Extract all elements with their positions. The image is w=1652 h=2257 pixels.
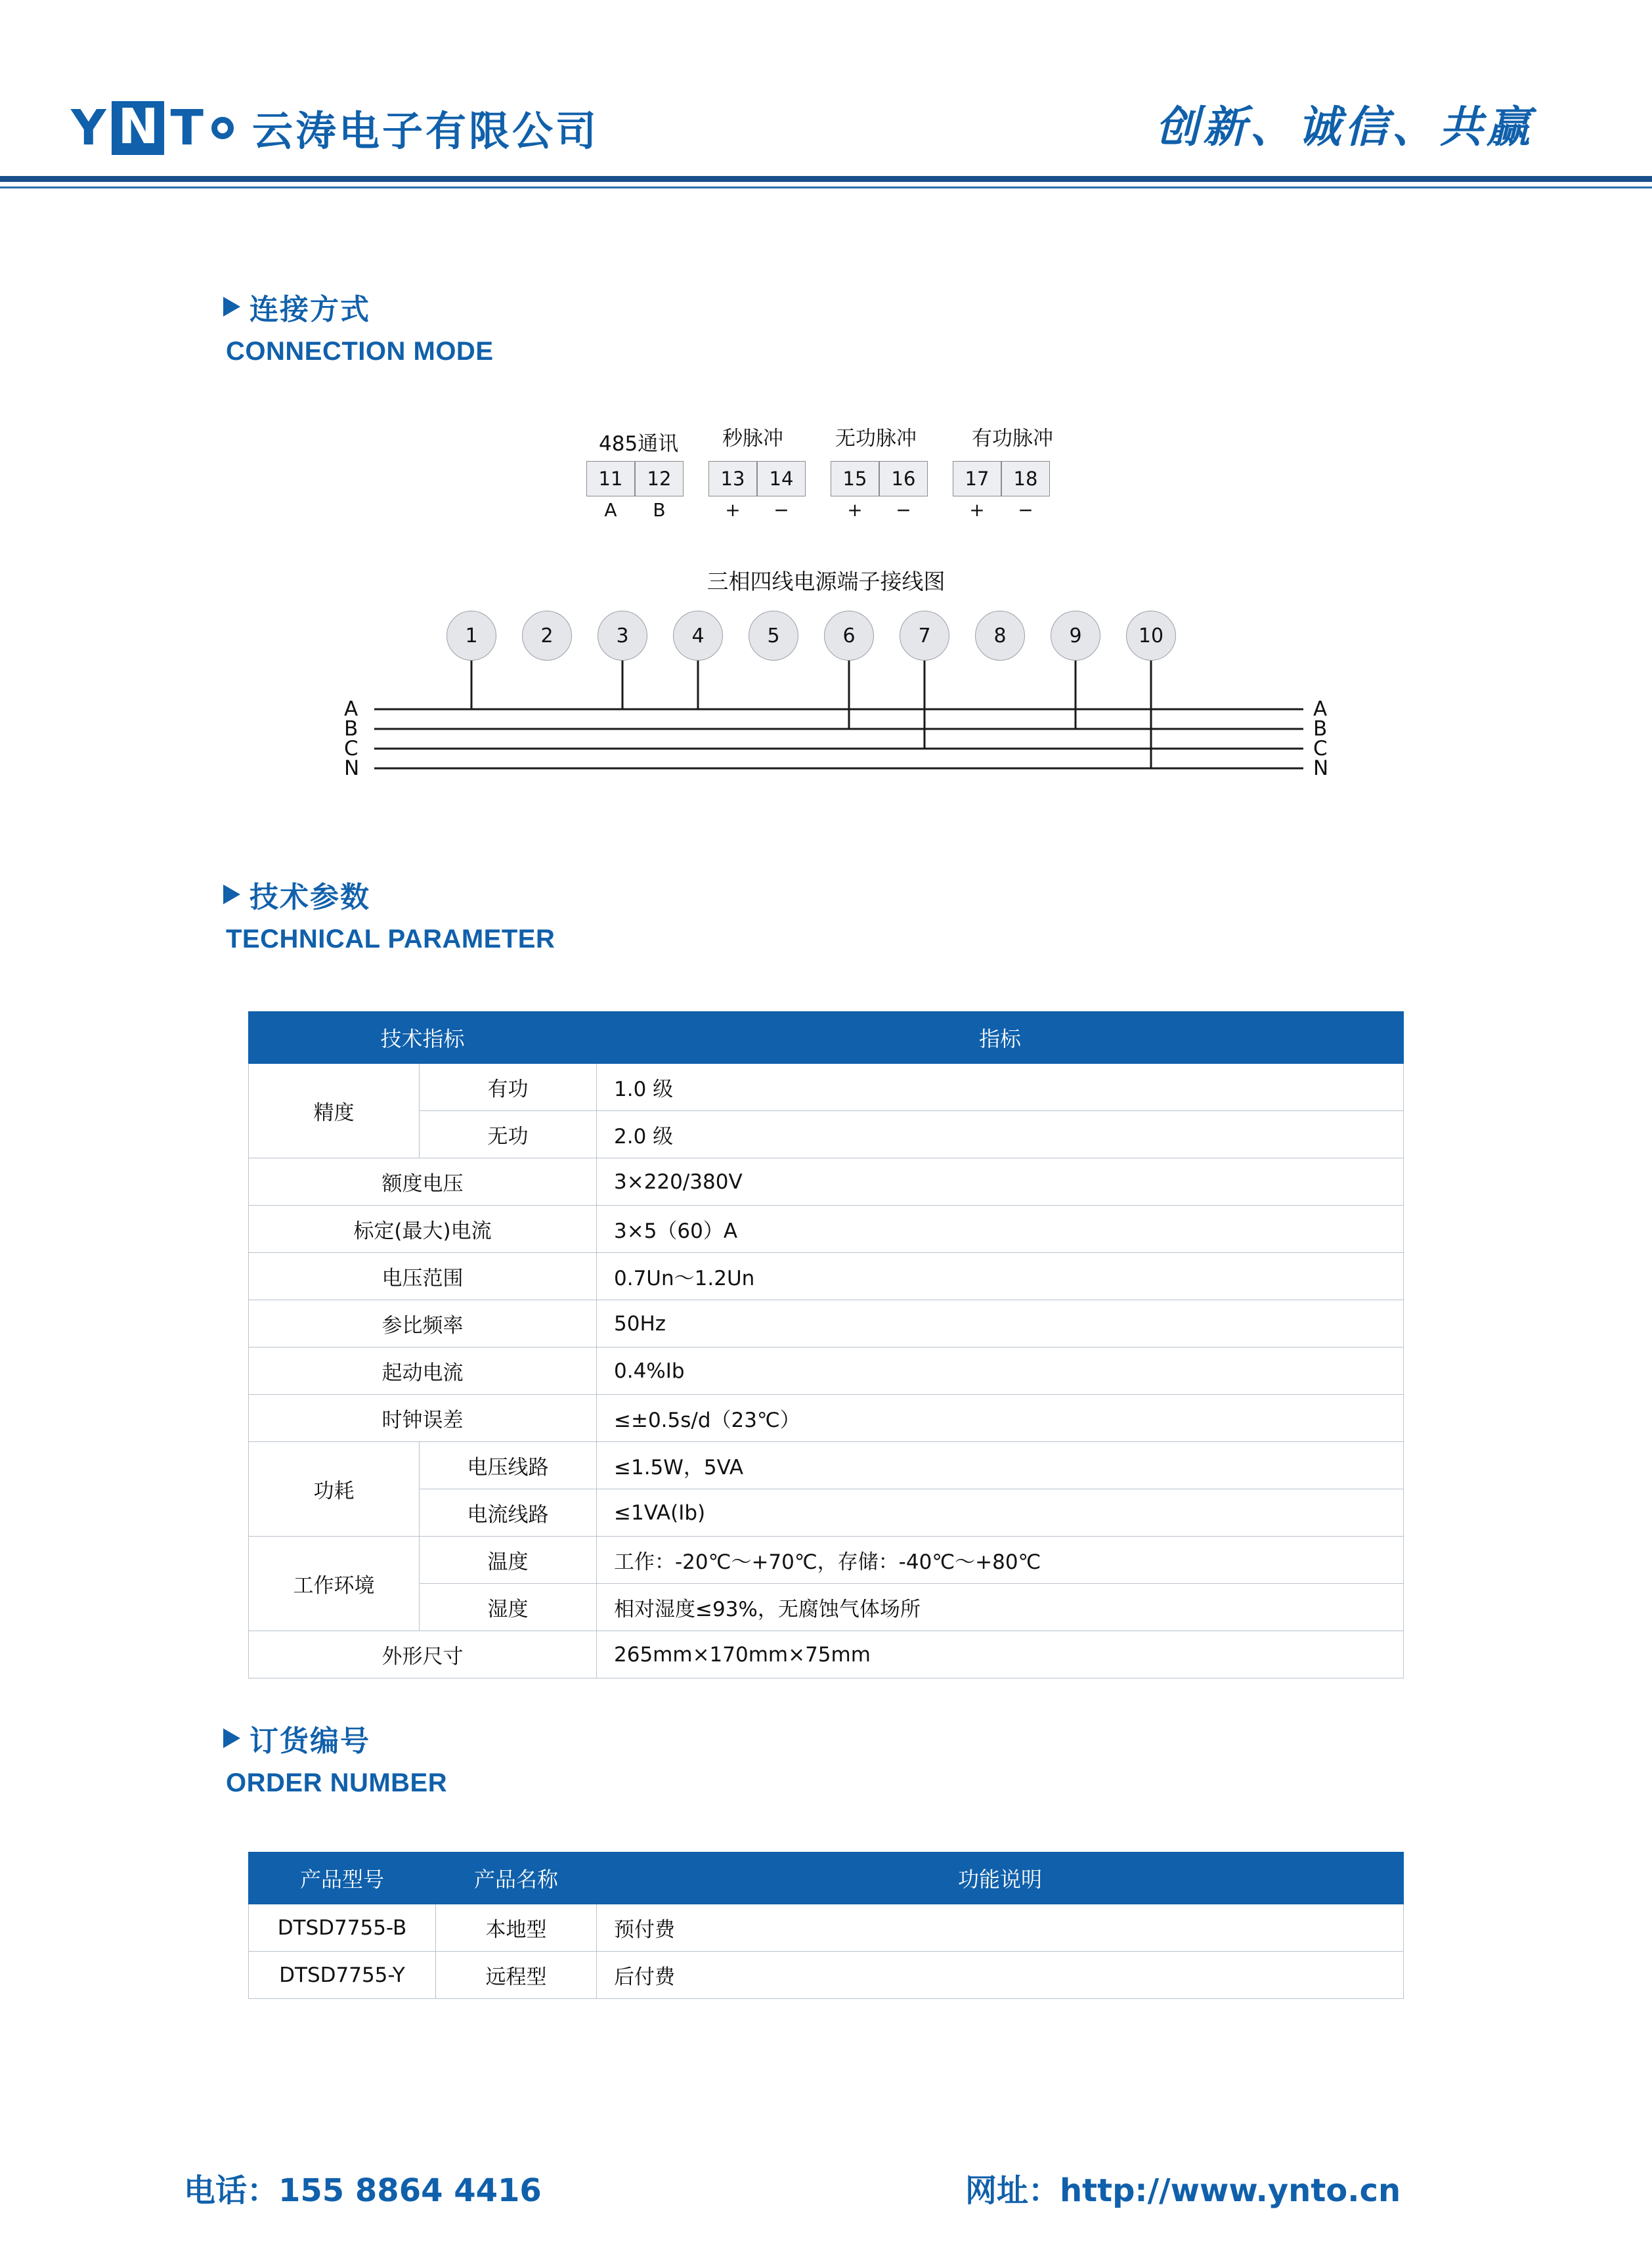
table-row bbox=[249, 1158, 1404, 1206]
table-row bbox=[249, 1442, 1404, 1489]
header-divider-thin bbox=[0, 186, 1652, 188]
terminal-sub-16: − bbox=[896, 499, 911, 521]
table-row bbox=[249, 1584, 1404, 1631]
phase-label-left-b: B bbox=[344, 717, 359, 741]
page-header bbox=[0, 0, 1652, 179]
terminal-box-18: 18 bbox=[1001, 461, 1050, 496]
tech-value-temperature: 工作：-20℃～+70℃，存储：-40℃～+80℃ bbox=[597, 1537, 1404, 1584]
table-row bbox=[249, 1395, 1404, 1442]
phase-label-right-a: A bbox=[1313, 697, 1328, 721]
logo-letter-t: T bbox=[170, 99, 203, 156]
logo-letter-n: N bbox=[112, 101, 164, 155]
technical-title-en: TECHNICAL PARAMETER bbox=[226, 925, 555, 953]
tech-label-frequency: 参比频率 bbox=[249, 1300, 597, 1348]
terminal-pin-4: 4 bbox=[673, 611, 723, 661]
technical-parameter-table bbox=[248, 1011, 1404, 1678]
terminal-sub-18: − bbox=[1018, 499, 1033, 521]
terminal-box-15: 15 bbox=[831, 461, 879, 496]
triangle-bullet-icon bbox=[223, 1728, 240, 1748]
page-footer bbox=[0, 2139, 1652, 2257]
connection-title-cn-wrap bbox=[223, 286, 494, 328]
connection-title-cn: 连接方式 bbox=[250, 293, 370, 326]
logo-mark bbox=[71, 98, 234, 156]
tech-sub-current-circuit: 电流线路 bbox=[420, 1489, 597, 1537]
phase-label-right-b: B bbox=[1313, 717, 1328, 741]
terminal-pin-10: 10 bbox=[1126, 611, 1176, 661]
wiring-lines bbox=[0, 407, 1652, 827]
tech-sub-active: 有功 bbox=[420, 1064, 597, 1111]
tech-value-clock-error: ≤±0.5s/d（23℃） bbox=[597, 1395, 1404, 1442]
terminal-pin-8: 8 bbox=[975, 611, 1025, 661]
terminal-box-17: 17 bbox=[953, 461, 1001, 496]
tech-sub-reactive: 无功 bbox=[420, 1111, 597, 1158]
order-header-model: 产品型号 bbox=[249, 1852, 436, 1904]
table-row bbox=[249, 1253, 1404, 1300]
terminal-group-label-active-pulse: 有功脉冲 bbox=[972, 427, 1053, 450]
company-slogan: 创新、诚信、共赢 bbox=[1156, 102, 1534, 152]
footer-phone: 电话：155 8864 4416 bbox=[184, 2172, 542, 2209]
phase-label-right-n: N bbox=[1313, 756, 1329, 780]
logo-ring-icon bbox=[211, 117, 234, 139]
terminal-pin-2: 2 bbox=[522, 611, 572, 661]
tech-value-reactive: 2.0 级 bbox=[597, 1111, 1404, 1158]
tech-group-power-consumption: 功耗 bbox=[249, 1442, 420, 1537]
tech-label-starting-current: 起动电流 bbox=[249, 1348, 597, 1395]
terminal-sub-13: + bbox=[725, 499, 741, 521]
order-title-en: ORDER NUMBER bbox=[226, 1768, 448, 1797]
company-name-cn: 云涛电子有限公司 bbox=[252, 107, 599, 155]
table-row bbox=[249, 1489, 1404, 1537]
tech-label-rated-voltage: 额度电压 bbox=[249, 1158, 597, 1206]
section-title-order bbox=[223, 1717, 447, 1798]
terminal-box-14: 14 bbox=[757, 461, 806, 496]
terminal-group-label-reactive-pulse: 无功脉冲 bbox=[835, 427, 917, 450]
table-header-row bbox=[249, 1012, 1404, 1064]
tech-label-rated-current: 标定(最大)电流 bbox=[249, 1206, 597, 1253]
tech-value-active: 1.0 级 bbox=[597, 1064, 1404, 1111]
order-name-2: 远程型 bbox=[436, 1952, 597, 1999]
order-header-function: 功能说明 bbox=[597, 1852, 1404, 1904]
terminal-box-12: 12 bbox=[635, 461, 684, 496]
terminal-pin-3: 3 bbox=[598, 611, 647, 661]
table-row bbox=[249, 1631, 1404, 1678]
terminal-group-label-485: 485通讯 bbox=[599, 432, 679, 456]
terminal-pin-7: 7 bbox=[900, 611, 949, 661]
table-row bbox=[249, 1206, 1404, 1253]
tech-sub-temperature: 温度 bbox=[420, 1537, 597, 1584]
tech-value-rated-voltage: 3×220/380V bbox=[597, 1158, 1404, 1206]
order-function-1: 预付费 bbox=[597, 1904, 1404, 1952]
terminal-sub-15: + bbox=[847, 499, 863, 521]
order-model-1: DTSD7755-B bbox=[249, 1904, 436, 1952]
terminal-box-11: 11 bbox=[586, 461, 635, 496]
tech-value-humidity: 相对湿度≤93%，无腐蚀气体场所 bbox=[597, 1584, 1404, 1631]
terminal-pin-5: 5 bbox=[749, 611, 798, 661]
company-logo bbox=[71, 99, 599, 157]
order-title-cn: 订货编号 bbox=[250, 1724, 370, 1758]
terminal-pin-1: 1 bbox=[446, 611, 496, 661]
section-title-technical bbox=[223, 873, 555, 954]
tech-value-voltage-range: 0.7Un～1.2Un bbox=[597, 1253, 1404, 1300]
table-row bbox=[249, 1300, 1404, 1348]
tech-label-clock-error: 时钟误差 bbox=[249, 1395, 597, 1442]
order-number-table bbox=[248, 1852, 1404, 1999]
logo-letter-y: Y bbox=[71, 99, 105, 156]
terminal-sub-11: A bbox=[604, 499, 617, 521]
diagram-caption: 三相四线电源端子接线图 bbox=[706, 569, 946, 594]
phase-label-left-n: N bbox=[344, 756, 360, 780]
tech-group-accuracy: 精度 bbox=[249, 1064, 420, 1158]
technical-title-cn: 技术参数 bbox=[250, 881, 370, 914]
phase-label-left-a: A bbox=[344, 697, 359, 721]
order-model-2: DTSD7755-Y bbox=[249, 1952, 436, 1999]
technical-header-indicator: 技术指标 bbox=[249, 1012, 597, 1064]
tech-label-voltage-range: 电压范围 bbox=[249, 1253, 597, 1300]
triangle-bullet-icon bbox=[223, 885, 240, 904]
table-row bbox=[249, 1537, 1404, 1584]
tech-group-environment: 工作环境 bbox=[249, 1537, 420, 1631]
tech-value-frequency: 50Hz bbox=[597, 1300, 1404, 1348]
tech-sub-voltage-circuit: 电压线路 bbox=[420, 1442, 597, 1489]
table-header-row bbox=[249, 1852, 1404, 1904]
terminal-sub-12: B bbox=[653, 499, 666, 521]
connection-title-en: CONNECTION MODE bbox=[226, 337, 494, 366]
tech-label-dimensions: 外形尺寸 bbox=[249, 1631, 597, 1678]
terminal-pin-9: 9 bbox=[1051, 611, 1100, 661]
order-name-1: 本地型 bbox=[436, 1904, 597, 1952]
table-row bbox=[249, 1111, 1404, 1158]
tech-value-starting-current: 0.4%Ib bbox=[597, 1348, 1404, 1395]
phase-label-right-c: C bbox=[1313, 737, 1328, 760]
tech-value-current-circuit: ≤1VA(Ib) bbox=[597, 1489, 1404, 1537]
terminal-pin-6: 6 bbox=[824, 611, 874, 661]
phase-label-left-c: C bbox=[344, 737, 359, 760]
technical-title-cn-wrap bbox=[223, 873, 555, 915]
order-header-name: 产品名称 bbox=[436, 1852, 597, 1904]
terminal-box-13: 13 bbox=[708, 461, 757, 496]
table-row bbox=[249, 1952, 1404, 1999]
terminal-sub-17: + bbox=[969, 499, 985, 521]
connection-diagram bbox=[0, 407, 1652, 827]
tech-value-dimensions: 265mm×170mm×75mm bbox=[597, 1631, 1404, 1678]
table-row bbox=[249, 1348, 1404, 1395]
header-divider bbox=[0, 176, 1652, 182]
section-title-connection bbox=[223, 286, 494, 366]
technical-header-value: 指标 bbox=[597, 1012, 1404, 1064]
footer-website[interactable]: 网址：http://www.ynto.cn bbox=[965, 2172, 1401, 2209]
terminal-box-16: 16 bbox=[879, 461, 928, 496]
table-row bbox=[249, 1064, 1404, 1111]
terminal-sub-14: − bbox=[773, 499, 789, 521]
triangle-bullet-icon bbox=[223, 297, 240, 317]
tech-value-rated-current: 3×5（60）A bbox=[597, 1206, 1404, 1253]
tech-value-voltage-circuit: ≤1.5W，5VA bbox=[597, 1442, 1404, 1489]
tech-sub-humidity: 湿度 bbox=[420, 1584, 597, 1631]
order-title-cn-wrap bbox=[223, 1717, 447, 1759]
table-row bbox=[249, 1904, 1404, 1952]
terminal-group-label-second-pulse: 秒脉冲 bbox=[722, 427, 783, 450]
order-function-2: 后付费 bbox=[597, 1952, 1404, 1999]
